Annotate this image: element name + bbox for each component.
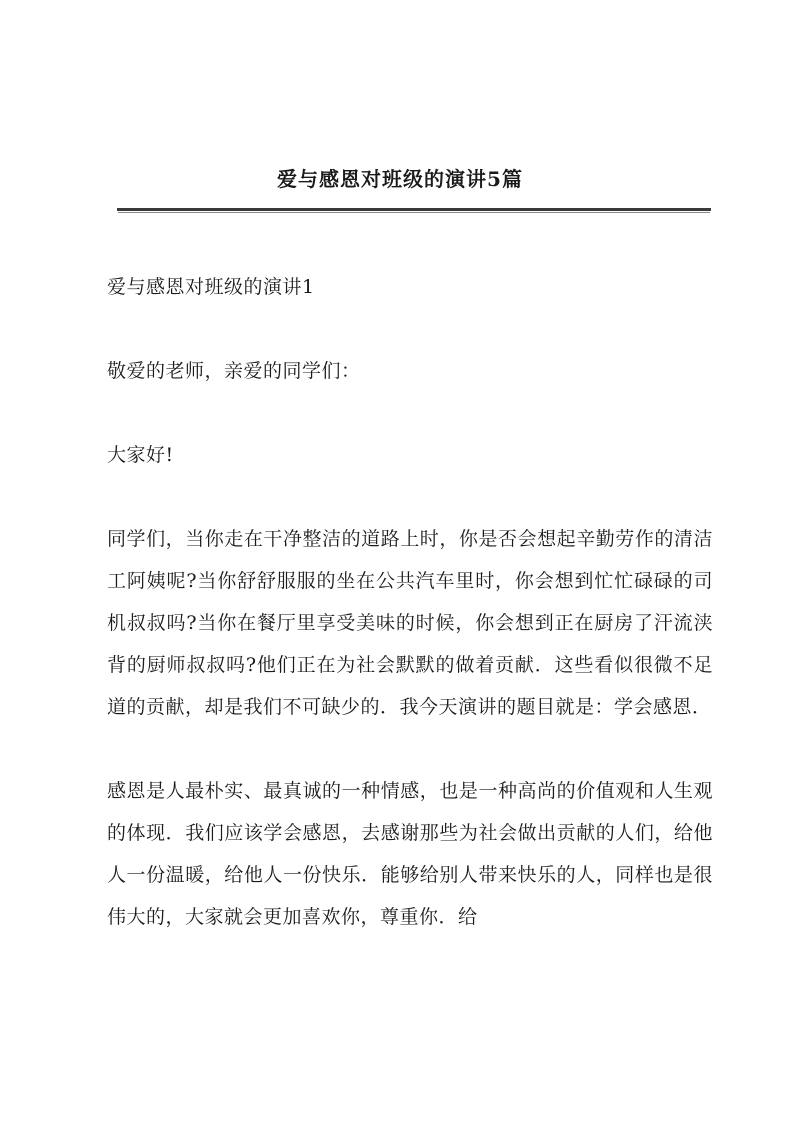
section-heading: 爱与感恩对班级的演讲1 (107, 276, 315, 298)
salutation: 敬爱的老师，亲爱的同学们： (107, 360, 361, 382)
body-paragraph: 同学们，当你走在干净整洁的道路上时，你是否会想起辛勤劳作的清洁工阿姨呢?当你舒舒服服的坐在公共汽车里时，你会想到忙忙碌碌的司机叔叔吗?当你在餐厅里享受美味的时候，你会想到正在厨房了汗流浃背的厨师叔叔吗?他们正在为社会默默的做着贡献．这些看似很微不足道的贡献，却是我们不可缺少的．我今天演讲的题目就是：学会感恩． (107, 528, 713, 718)
greeting: 大家好! (107, 444, 174, 466)
document-body (107, 266, 713, 938)
body-paragraph: 感恩是人最朴实、最真诚的一种情感，也是一种高尚的价值观和人生观的体现．我们应该学会感恩，去感谢那些为社会做出贡献的人们，给他人一份温暖，给他人一份快乐．能够给别人带来快乐的人，同样也是很伟大的，大家就会更加喜欢你，尊重你．给 (107, 780, 713, 928)
document-title: 爱与感恩对班级的演讲5篇 (277, 167, 523, 191)
title-divider (117, 208, 711, 211)
